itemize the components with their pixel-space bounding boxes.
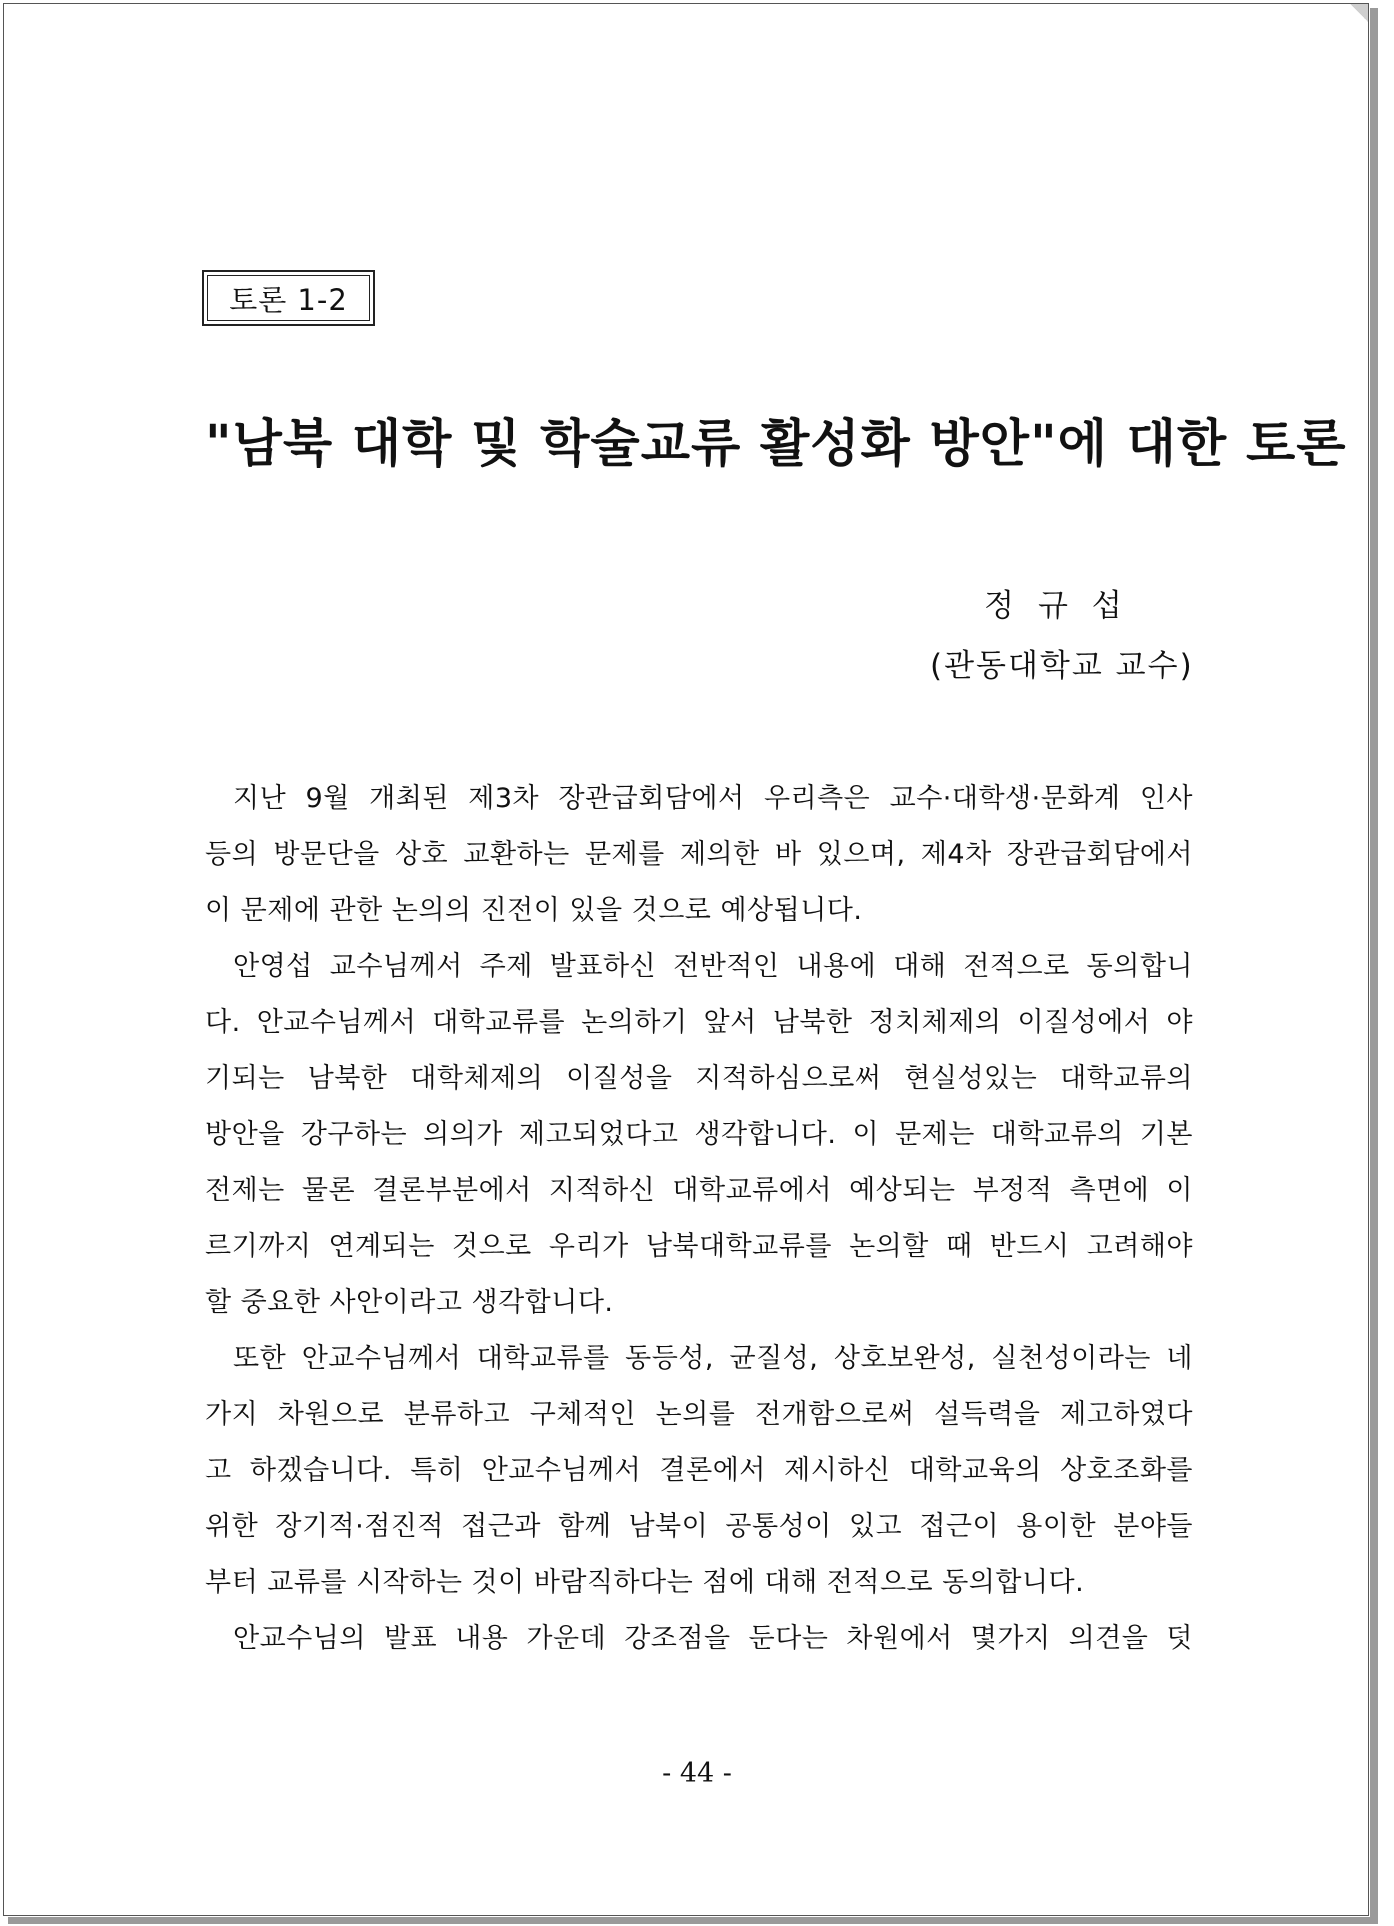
body-line: 할 중요한 사안이라고 생각합니다. [205,1287,614,1318]
document-title: "남북 대학 및 학술교류 활성화 방안"에 대한 토론 [205,415,1347,474]
body-line: 지난 9월 개최된 제3차 장관급회담에서 우리측은 교수·대학생·문화계 인사 [233,783,1193,814]
body-line: 전제는 물론 결론부분에서 지적하신 대학교류에서 예상되는 부정적 측면에 이 [205,1175,1193,1206]
body-line: 방안을 강구하는 의의가 제고되었다고 생각합니다. 이 문제는 대학교류의 기본 [205,1119,1193,1150]
page-shadow-right [1370,8,1378,1920]
author-name: 정규섭 [984,588,1146,624]
body-line: 가지 차원으로 분류하고 구체적인 논의를 전개함으로써 설득력을 제고하였다 [205,1399,1193,1430]
body-line: 등의 방문단을 상호 교환하는 문제를 제의한 바 있으며, 제4차 장관급회담에서 [205,839,1193,870]
section-label-box [202,270,375,326]
body-line: 안영섭 교수님께서 주제 발표하신 전반적인 내용에 대해 전적으로 동의합니 [233,951,1193,982]
page-corner-fold-icon [1350,4,1368,22]
body-line: 고 하겠습니다. 특히 안교수님께서 결론에서 제시하신 대학교육의 상호조화를 [205,1455,1193,1486]
body-line: 기되는 남북한 대학체제의 이질성을 지적하심으로써 현실성있는 대학교류의 [205,1063,1193,1094]
body-line: 부터 교류를 시작하는 것이 바람직하다는 점에 대해 전적으로 동의합니다. [205,1567,1085,1598]
body-line: 다. 안교수님께서 대학교류를 논의하기 앞서 남북한 정치체제의 이질성에서 야 [205,1007,1193,1038]
body-line: 안교수님의 발표 내용 가운데 강조점을 둔다는 차원에서 몇가지 의견을 덧 [233,1623,1193,1654]
body-line: 위한 장기적·점진적 접근과 함께 남북이 공통성이 있고 접근이 용이한 분야들 [205,1511,1193,1542]
page-shadow-bottom [8,1917,1378,1924]
body-text [205,771,1193,1667]
body-line: 르기까지 연계되는 것으로 우리가 남북대학교류를 논의할 때 반드시 고려해야 [205,1231,1193,1262]
body-line: 또한 안교수님께서 대학교류를 동등성, 균질성, 상호보완성, 실천성이라는 네 [233,1343,1193,1374]
author-affiliation: (관동대학교 교수) [930,648,1194,684]
page-number: - 44 - [662,1758,732,1789]
section-label: 토론 1-2 [207,275,370,321]
body-line: 이 문제에 관한 논의의 진전이 있을 것으로 예상됩니다. [205,895,863,926]
